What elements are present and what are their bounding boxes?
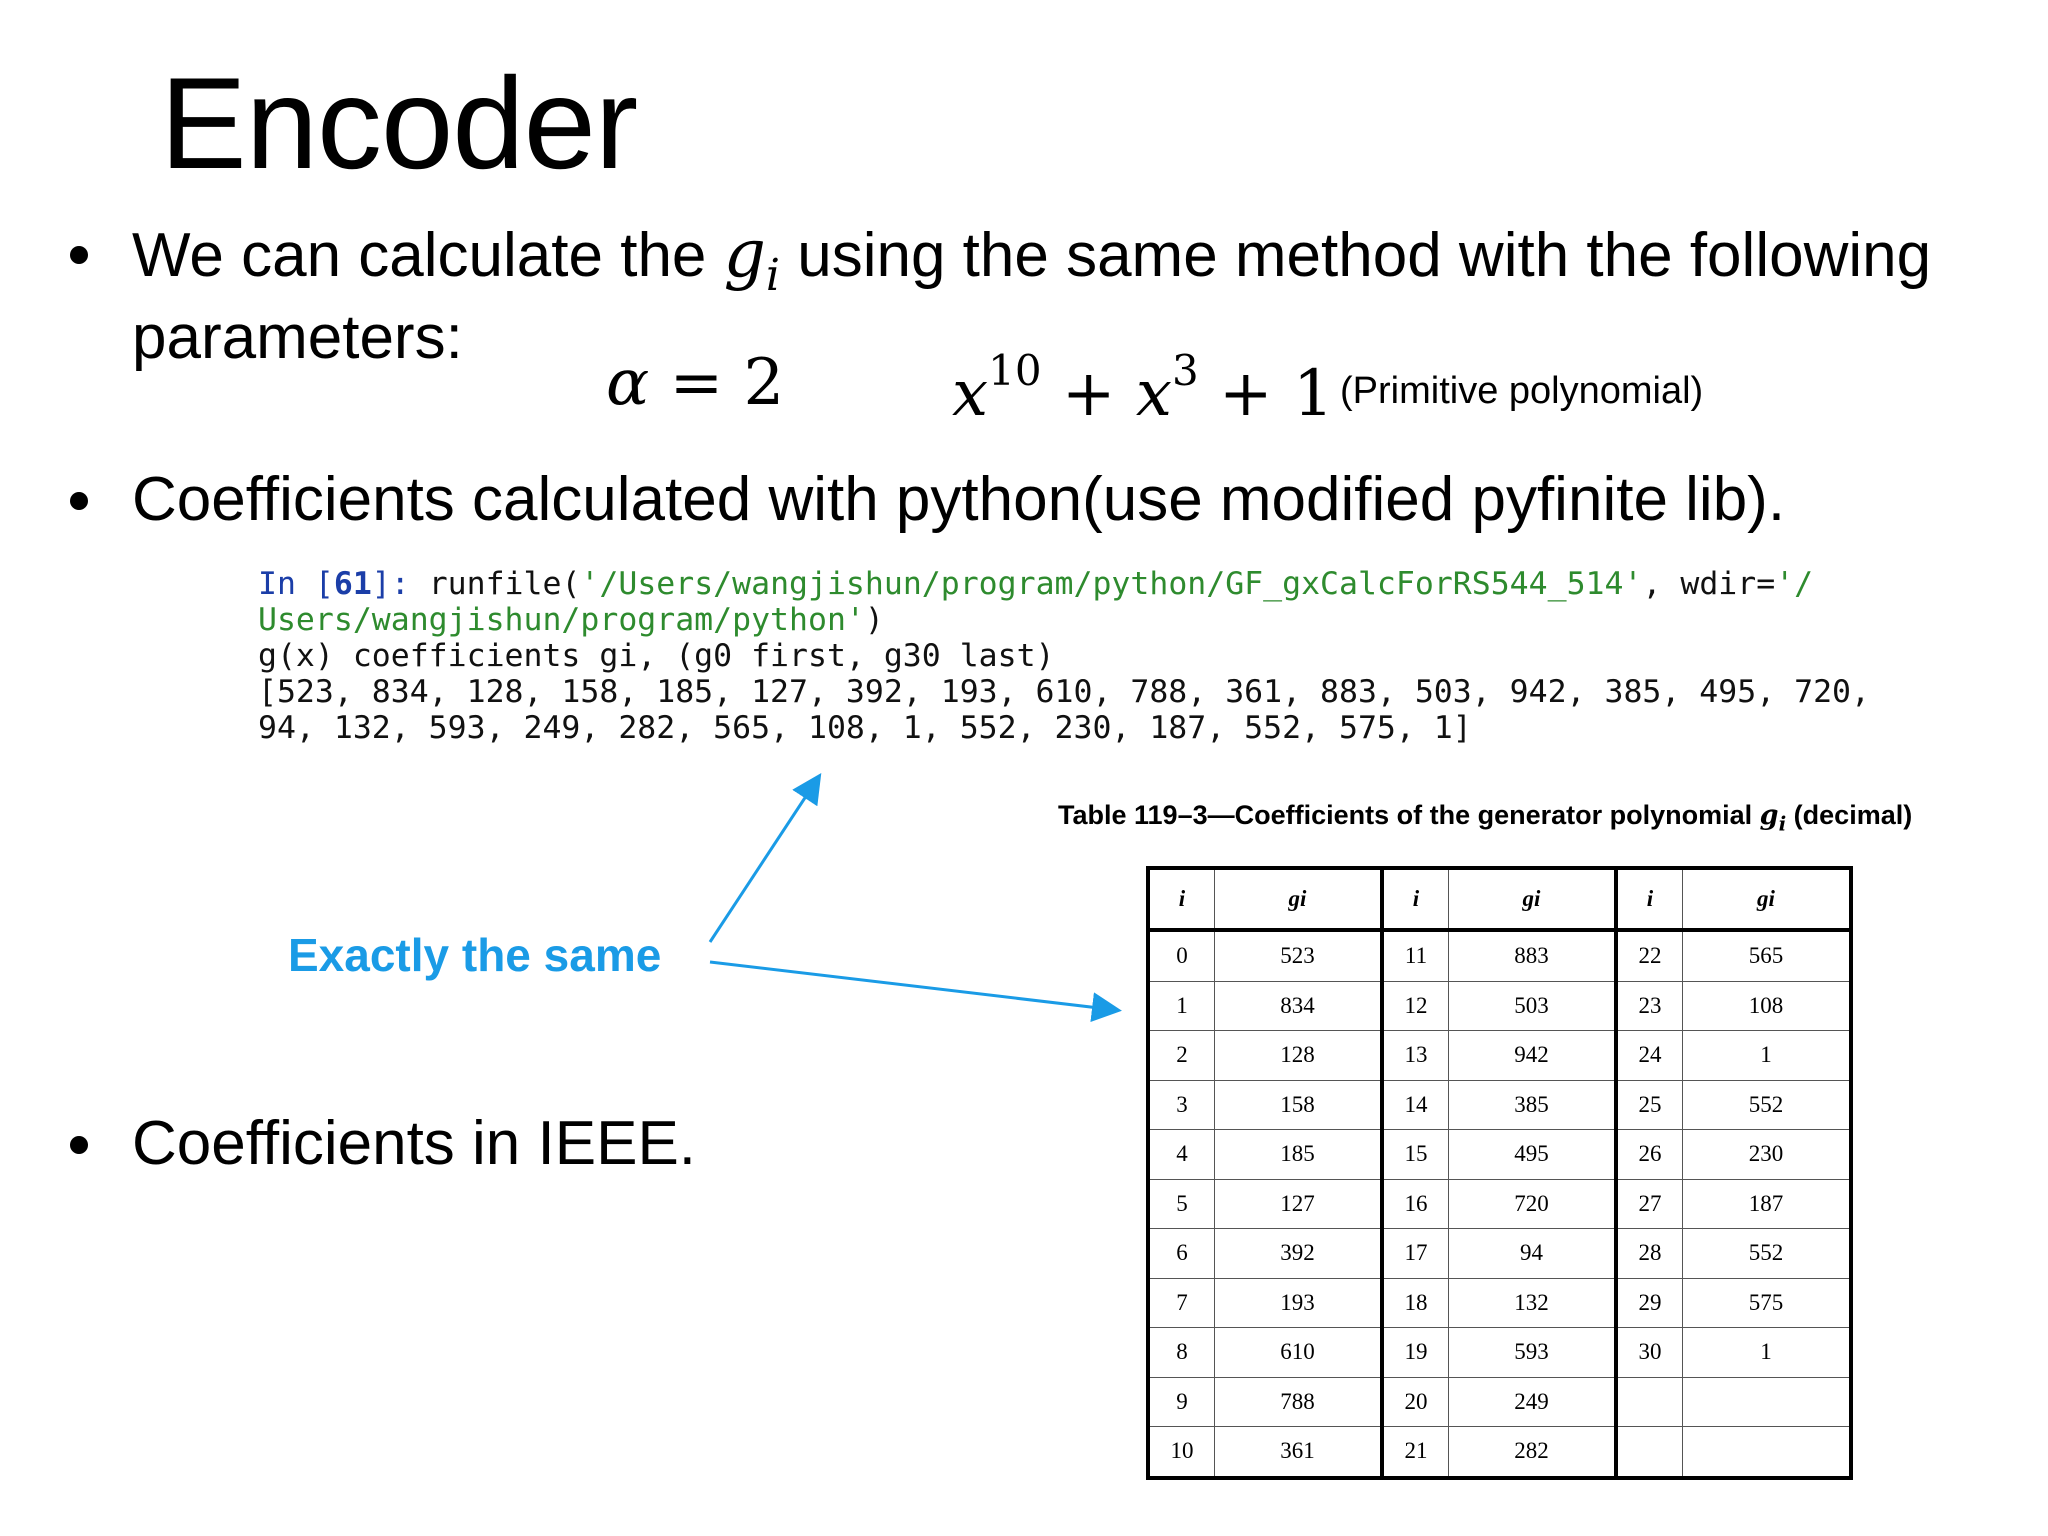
alpha-equation: α = 2: [606, 346, 785, 420]
table-cell-coefficient: 132: [1449, 1278, 1617, 1328]
header-gi: gi: [1215, 868, 1383, 930]
table-cell-coefficient: 883: [1449, 930, 1617, 981]
header-i: i: [1148, 868, 1215, 930]
primitive-polynomial-note: (Primitive polynomial): [1340, 370, 1704, 412]
table-header-row: [1148, 868, 1851, 930]
bullet-dot-3: [70, 1136, 88, 1154]
table-cell-coefficient: 361: [1215, 1427, 1383, 1478]
table-cell-coefficient: 193: [1215, 1278, 1383, 1328]
table-cell-coefficient: 575: [1683, 1278, 1852, 1328]
table-row: [1148, 1229, 1851, 1279]
slide-title: Encoder: [160, 50, 638, 196]
table-cell-coefficient: 185: [1215, 1130, 1383, 1180]
table-cell-index: 17: [1382, 1229, 1449, 1279]
ieee-coefficient-table: [1146, 866, 1853, 1480]
table-cell-index: 2: [1148, 1031, 1215, 1081]
table-cell-coefficient: 942: [1449, 1031, 1617, 1081]
table-cell-coefficient: 128: [1215, 1031, 1383, 1081]
table-row: [1148, 1130, 1851, 1180]
header-i: i: [1616, 868, 1683, 930]
table-cell-index: 1: [1148, 981, 1215, 1031]
primitive-polynomial: $x^{10} + x^3 + 1$: [952, 346, 1334, 431]
table-cell-index: 10: [1148, 1427, 1215, 1478]
table-cell-index: 15: [1382, 1130, 1449, 1180]
table-cell-index: 3: [1148, 1080, 1215, 1130]
header-i: i: [1382, 868, 1449, 930]
header-gi: gi: [1683, 868, 1852, 930]
bullet-1-var: $g_i$: [723, 215, 780, 301]
table-cell-coefficient: 187: [1683, 1179, 1852, 1229]
table-cell-coefficient: 523: [1215, 930, 1383, 981]
table-cell-index: 11: [1382, 930, 1449, 981]
bullet-1-line2: parameters:: [132, 303, 463, 372]
table-body: [1148, 930, 1851, 1478]
table-cell-coefficient: 1: [1683, 1031, 1852, 1081]
table-cell-coefficient: 834: [1215, 981, 1383, 1031]
bullet-3: Coefficients in IEEE.: [132, 1109, 697, 1178]
table-cell-index: [1616, 1377, 1683, 1427]
table-row: [1148, 981, 1851, 1031]
table-cell-index: 21: [1382, 1427, 1449, 1478]
table-cell-coefficient: 249: [1449, 1377, 1617, 1427]
table-cell-index: [1616, 1427, 1683, 1478]
table-row: [1148, 1179, 1851, 1229]
table-cell-index: 26: [1616, 1130, 1683, 1180]
bullet-1-pre: We can calculate the: [132, 221, 707, 290]
table-cell-coefficient: 282: [1449, 1427, 1617, 1478]
table-cell-index: 6: [1148, 1229, 1215, 1279]
table-cell-index: 23: [1616, 981, 1683, 1031]
table-cell-index: 19: [1382, 1328, 1449, 1378]
table-cell-index: 4: [1148, 1130, 1215, 1180]
table-cell-coefficient: 552: [1683, 1080, 1852, 1130]
table-cell-coefficient: 593: [1449, 1328, 1617, 1378]
table-cell-index: 9: [1148, 1377, 1215, 1427]
table-cell-index: 0: [1148, 930, 1215, 981]
header-gi: gi: [1449, 868, 1617, 930]
table-caption: Table 119–3—Coefficients of the generator polynomial $g_i$ (decimal): [1058, 800, 1913, 836]
table-cell-coefficient: 230: [1683, 1130, 1852, 1180]
table-cell-index: 14: [1382, 1080, 1449, 1130]
python-console-output: In [61]: runfile('/Users/wangjishun/program/python/GF_gxCalcForRS544_514', wdir='/ Users/wangjishun/program/python') g(x) coefficients gi, (g0 first, g30 last) [523, 834, 128, 158, 185, 127, 392, 193, 610, 788, 361, 883, 503, 942, 385, 495, 720, 94, 132, 593, 249, 282, 565, 108, 1, 552, 230, 187, 552, 575, 1]: [258, 566, 1598, 766]
table-cell-coefficient: 94: [1449, 1229, 1617, 1279]
table-cell-coefficient: 495: [1449, 1130, 1617, 1180]
table-cell-coefficient: [1683, 1377, 1852, 1427]
bullet-1-post: using the same method with the following: [797, 221, 1932, 290]
table-cell-coefficient: 565: [1683, 930, 1852, 981]
table-row: [1148, 1031, 1851, 1081]
table-cell-index: 24: [1616, 1031, 1683, 1081]
table-cell-coefficient: 385: [1449, 1080, 1617, 1130]
table-cell-index: 12: [1382, 981, 1449, 1031]
table-cell-coefficient: 1: [1683, 1328, 1852, 1378]
table-cell-index: 5: [1148, 1179, 1215, 1229]
table-cell-index: 16: [1382, 1179, 1449, 1229]
table-row: [1148, 1377, 1851, 1427]
ieee-table-wrapper: [1146, 866, 1853, 1480]
table-cell-index: 13: [1382, 1031, 1449, 1081]
table-cell-coefficient: 788: [1215, 1377, 1383, 1427]
table-cell-index: 27: [1616, 1179, 1683, 1229]
table-cell-coefficient: 108: [1683, 981, 1852, 1031]
table-cell-index: 20: [1382, 1377, 1449, 1427]
table-cell-coefficient: 158: [1215, 1080, 1383, 1130]
table-cell-index: 7: [1148, 1278, 1215, 1328]
table-cell-index: 30: [1616, 1328, 1683, 1378]
table-cell-coefficient: 720: [1449, 1179, 1617, 1229]
table-cell-index: 28: [1616, 1229, 1683, 1279]
bullet-2: Coefficients calculated with python(use modified pyfinite lib).: [132, 465, 1786, 534]
table-cell-coefficient: 503: [1449, 981, 1617, 1031]
table-row: [1148, 1080, 1851, 1130]
arrow-to-console: [710, 778, 818, 942]
annotation-label: Exactly the same: [288, 929, 662, 981]
table-cell-index: 29: [1616, 1278, 1683, 1328]
arrow-to-table: [710, 962, 1116, 1010]
table-cell-coefficient: 610: [1215, 1328, 1383, 1378]
table-cell-coefficient: 392: [1215, 1229, 1383, 1279]
table-cell-index: 22: [1616, 930, 1683, 981]
table-row: [1148, 930, 1851, 981]
table-row: [1148, 1328, 1851, 1378]
table-cell-index: 18: [1382, 1278, 1449, 1328]
table-row: [1148, 1278, 1851, 1328]
table-cell-coefficient: 127: [1215, 1179, 1383, 1229]
table-cell-coefficient: 552: [1683, 1229, 1852, 1279]
table-row: [1148, 1427, 1851, 1478]
table-cell-index: 8: [1148, 1328, 1215, 1378]
table-cell-coefficient: [1683, 1427, 1852, 1478]
table-cell-index: 25: [1616, 1080, 1683, 1130]
